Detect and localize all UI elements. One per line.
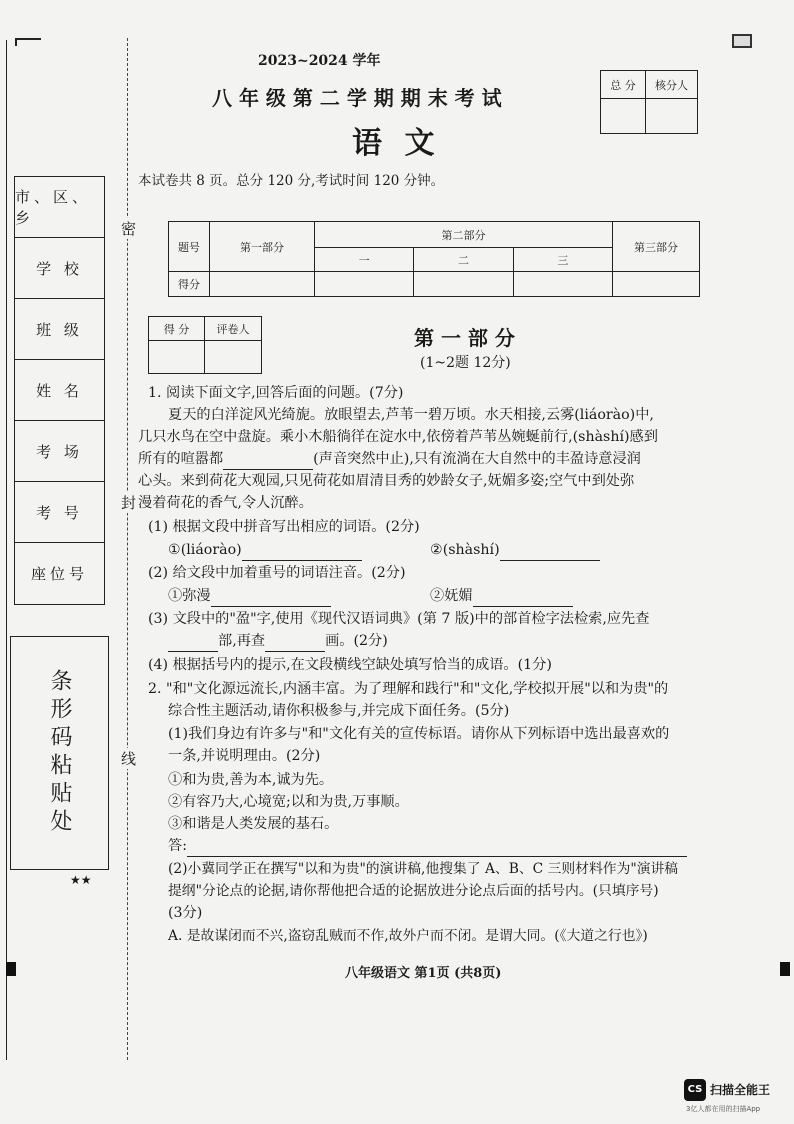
page-marker-right: [780, 962, 790, 976]
grader-box: [148, 316, 262, 374]
q1-stem: 1. 阅读下面文字,回答后面的问题。(7分): [148, 385, 404, 401]
margin-line-outer: [6, 40, 7, 1060]
seal-char-mi: 密: [121, 220, 137, 238]
q1-sub1-b-blank[interactable]: [500, 560, 600, 561]
q1-sub2-b: ②妩媚: [430, 585, 573, 607]
q1-sub2: (2) 给文段中加着重号的词语注音。(2分): [148, 565, 406, 581]
stars: ★★: [70, 873, 92, 887]
score-cell-part3[interactable]: [613, 272, 700, 297]
checker-label: 核分人: [646, 71, 698, 99]
checker-cell[interactable]: [646, 99, 698, 134]
q2-option-2: ②有容乃大,心境宽;以和为贵,万事顺。: [168, 794, 409, 810]
part1-label: 第一部分: [210, 222, 315, 272]
row-score-label: 得分: [169, 272, 210, 297]
q1-sub2-a: ①弥漫: [168, 585, 331, 607]
margin-line-inner: [127, 38, 128, 1060]
total-score-label: 总 分: [601, 71, 646, 99]
total-score-box: [600, 70, 698, 134]
q1-passage-line-2: 几只水鸟在空中盘旋。乘小木船徜徉在淀水中,依傍着芦苇丛婉蜒前行,(shàshí)感到: [138, 429, 658, 445]
q2-sub2-line2: 提纲"分论点的论据,请你帮他把合适的论据放进分论点后面的括号内。(只填序号): [168, 883, 659, 899]
q2-sub2-line1: (2)小冀同学正在撰写"以和为贵"的演讲稿,他搜集了 A、B、C 三则材料作为"演讲稿: [168, 861, 679, 877]
barcode-label: 条形码粘贴处: [47, 669, 72, 837]
q1-passage-line-4: 心头。来到荷花大观园,只见荷花如眉清目秀的妙龄女子,妩媚多姿;空气中到处弥: [138, 473, 635, 489]
barcode-area: [10, 636, 109, 870]
info-row-district[interactable]: 市、区、乡: [15, 177, 104, 238]
subject-title: 语 文: [352, 126, 441, 161]
q2-answer-blank[interactable]: [187, 856, 687, 857]
score-cell-sub3[interactable]: [513, 272, 612, 297]
q1-sub1-a-blank[interactable]: [242, 560, 362, 561]
score-cell-sub2[interactable]: [414, 272, 513, 297]
q1-sub2-b-blank[interactable]: [473, 606, 573, 607]
exam-title: 八 年 级 第 二 学 期 期 末 考 试: [212, 86, 502, 110]
col-item-label: 题号: [169, 222, 210, 272]
section-range: (1~2题 12分): [420, 355, 511, 371]
scanner-logo-icon: CS: [684, 1079, 706, 1101]
q2-sub1-line2: 一条,并说明理由。(2分): [168, 748, 321, 764]
scanner-brand: 扫描全能王: [710, 1083, 771, 1097]
grader-name-cell[interactable]: [205, 341, 262, 374]
info-row-name[interactable]: 姓 名: [15, 360, 104, 421]
score-cell-part1[interactable]: [210, 272, 315, 297]
info-row-exam-number[interactable]: 考 号: [15, 482, 104, 543]
corner-mark-right: [732, 34, 752, 48]
corner-mark: [15, 38, 41, 46]
school-year: 2023~2024 学年: [258, 53, 381, 69]
q1-sub1: (1) 根据文段中拼音写出相应的词语。(2分): [148, 519, 420, 535]
grader-label: 评卷人: [205, 317, 262, 341]
page-marker-left: [6, 962, 16, 976]
q1-passage-line-5: 漫着荷花的香气,令人沉醉。: [138, 495, 313, 511]
scanner-watermark: [682, 1076, 790, 1116]
section-title: 第 一 部 分: [414, 326, 515, 350]
q2-stem-line2: 综合性主题活动,请你积极参与,并完成下面任务。(5分): [168, 703, 510, 719]
exam-intro: 本试卷共 8 页。总分 120 分,考试时间 120 分钟。: [138, 173, 445, 189]
info-row-school[interactable]: 学 校: [15, 238, 104, 299]
q1-sub3-line1: (3) 文段中的"盈"字,使用《现代汉语词典》(第 7 版)中的部首检字法检索,应先查: [148, 611, 650, 627]
info-row-exam-room[interactable]: 考 场: [15, 421, 104, 482]
q2-option-3: ③和谐是人类发展的基石。: [168, 816, 339, 832]
grader-score-label: 得 分: [149, 317, 205, 341]
q2-material-a: A. 是故谋闭而不兴,盗窃乱贼而不作,故外户而不闭。是谓大同。(《大道之行也》): [168, 928, 648, 944]
q1-sub3-stroke-blank[interactable]: [265, 651, 325, 652]
scanner-tagline: 3亿人都在用的扫描App: [686, 1105, 761, 1113]
q1-sub4: (4) 根据括号内的提示,在文段横线空缺处填写恰当的成语。(1分): [148, 657, 552, 673]
seal-char-xian: 线: [121, 750, 137, 768]
part2-sub-1: 一: [315, 248, 414, 272]
page-footer: 八年级语文 第1页 (共8页): [345, 966, 502, 981]
q1-passage-line-3: 所有的喧嚣都 (声音突然中止),只有流淌在大自然中的丰盈诗意浸润: [138, 448, 641, 470]
part2-sub-3: 三: [513, 248, 612, 272]
part2-sub-2: 二: [414, 248, 513, 272]
q1-sub1-a: ①(liáorào): [168, 539, 362, 561]
score-table: [168, 221, 700, 297]
seal-char-feng: 封: [121, 494, 137, 512]
q1-sub2-a-blank[interactable]: [211, 606, 331, 607]
q2-answer-line: 答:: [168, 835, 687, 857]
info-row-seat[interactable]: 座位号: [30, 565, 88, 583]
q1-passage-line-1: 夏天的白洋淀风光绮旎。放眼望去,芦苇一碧万顷。水天相接,云雾(liáorào)中,: [168, 407, 654, 423]
part2-label: 第二部分: [315, 222, 613, 248]
score-cell-sub1[interactable]: [315, 272, 414, 297]
q1-sub3-line2: 部,再查 画。(2分): [168, 630, 388, 652]
q1-sub3-radical-blank[interactable]: [168, 651, 218, 652]
q2-option-1: ①和为贵,善为本,诚为先。: [168, 772, 334, 788]
student-info-panel: [14, 176, 105, 605]
grader-score-cell[interactable]: [149, 341, 205, 374]
info-row-class[interactable]: 班 级: [15, 299, 104, 360]
part3-label: 第三部分: [613, 222, 700, 272]
total-score-cell[interactable]: [601, 99, 646, 134]
q1-sub1-b: ②(shàshí): [430, 539, 600, 561]
q2-sub1-line1: (1)我们身边有许多与"和"文化有关的宣传标语。请你从下列标语中选出最喜欢的: [168, 726, 670, 742]
q2-stem-line1: 2. "和"文化源远流长,内涵丰富。为了理解和践行"和"文化,学校拟开展"以和为贵"的: [148, 681, 669, 697]
q2-sub2-line3: (3分): [168, 905, 203, 921]
